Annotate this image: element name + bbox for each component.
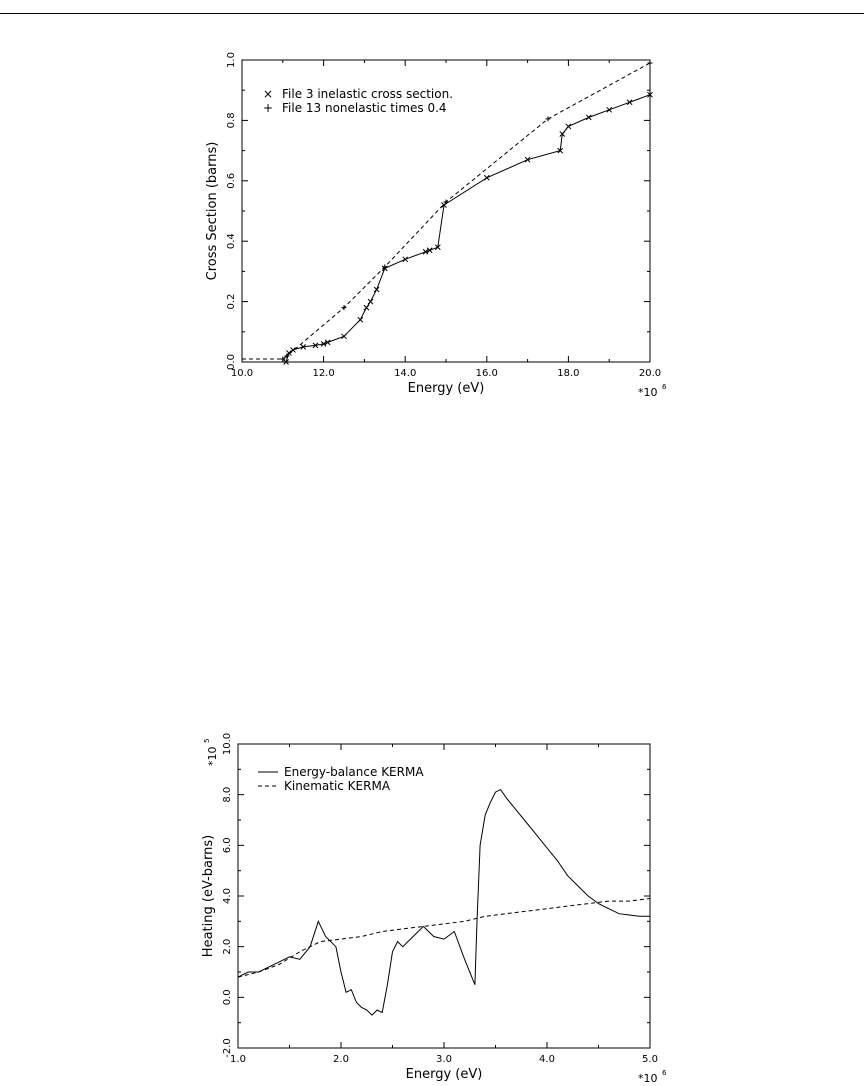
data-point-x xyxy=(325,340,330,345)
y-tick-label: 8.0 xyxy=(222,786,233,803)
x-tick-label: 16.0 xyxy=(475,368,498,379)
y-tick-label: 4.0 xyxy=(222,888,233,904)
legend-symbol: + xyxy=(262,101,274,115)
data-point-x xyxy=(358,317,363,322)
y-tick-label: 0.0 xyxy=(222,989,233,1006)
y-tick-label: -2.0 xyxy=(222,1038,233,1058)
y-tick-label: 1.0 xyxy=(226,52,237,68)
x-tick-label: 2.0 xyxy=(333,1054,349,1065)
chart-1 xyxy=(205,52,667,399)
y-tick-label: 10.0 xyxy=(222,732,233,756)
data-point-x xyxy=(374,287,379,292)
data-point-x xyxy=(566,124,571,129)
y-multiplier-exponent: 5 xyxy=(203,738,211,743)
data-point-x xyxy=(484,175,489,180)
data-point-x xyxy=(586,115,591,120)
x-tick-label: 12.0 xyxy=(312,368,335,379)
x-tick-label: 4.0 xyxy=(539,1054,555,1065)
data-point-x xyxy=(368,299,373,304)
y-axis-title: Cross Section (barns) xyxy=(205,141,220,281)
x-axis-title: Energy (eV) xyxy=(405,1067,483,1082)
data-point-x xyxy=(607,107,612,112)
legend-label: File 13 nonelastic times 0.4 xyxy=(282,101,447,115)
data-point-x xyxy=(342,334,347,339)
series-line-1 xyxy=(238,790,650,1016)
y-tick-label: 0.8 xyxy=(226,112,237,129)
x-tick-label: 20.0 xyxy=(638,368,662,379)
y-tick-label: 2.0 xyxy=(222,938,233,955)
legend-label: File 3 inelastic cross section. xyxy=(282,87,454,101)
data-point-x xyxy=(423,249,428,254)
series-line-2 xyxy=(238,899,650,978)
data-point-x xyxy=(364,305,369,310)
y-multiplier: *10 xyxy=(206,746,219,766)
x-multiplier-exponent: 6 xyxy=(662,1069,667,1077)
chart-2 xyxy=(201,733,667,1085)
data-point-plus xyxy=(342,305,347,310)
data-point-plus xyxy=(546,116,551,121)
data-point-x xyxy=(403,257,408,262)
x-multiplier-exponent: 6 xyxy=(662,383,667,391)
y-tick-label: 6.0 xyxy=(222,837,233,854)
x-tick-label: 3.0 xyxy=(436,1054,452,1065)
y-tick-label: 0.4 xyxy=(226,233,237,250)
data-point-plus xyxy=(444,199,449,204)
y-tick-label: 0.6 xyxy=(226,172,237,189)
x-axis-title: Energy (eV) xyxy=(407,381,485,396)
data-point-x xyxy=(627,100,632,105)
x-multiplier: *10 xyxy=(638,1072,658,1085)
legend-label: Kinematic KERMA xyxy=(284,779,391,793)
x-tick-label: 5.0 xyxy=(642,1054,658,1065)
series-line-1 xyxy=(286,95,650,362)
x-tick-label: 10.0 xyxy=(230,368,254,379)
data-point-plus xyxy=(648,61,653,66)
y-axis-title: Heating (eV-barns) xyxy=(201,834,216,958)
data-point-x xyxy=(427,248,432,253)
x-tick-label: 14.0 xyxy=(394,368,417,379)
legend xyxy=(258,765,424,793)
legend xyxy=(263,87,453,115)
x-tick-label: 1.0 xyxy=(230,1054,246,1065)
x-tick-label: 18.0 xyxy=(557,368,580,379)
y-tick-label: 0.0 xyxy=(226,354,237,370)
x-multiplier: *10 xyxy=(638,386,658,399)
legend-symbol: × xyxy=(262,87,274,101)
legend-label: Energy-balance KERMA xyxy=(284,765,424,779)
y-tick-label: 0.2 xyxy=(226,293,237,310)
